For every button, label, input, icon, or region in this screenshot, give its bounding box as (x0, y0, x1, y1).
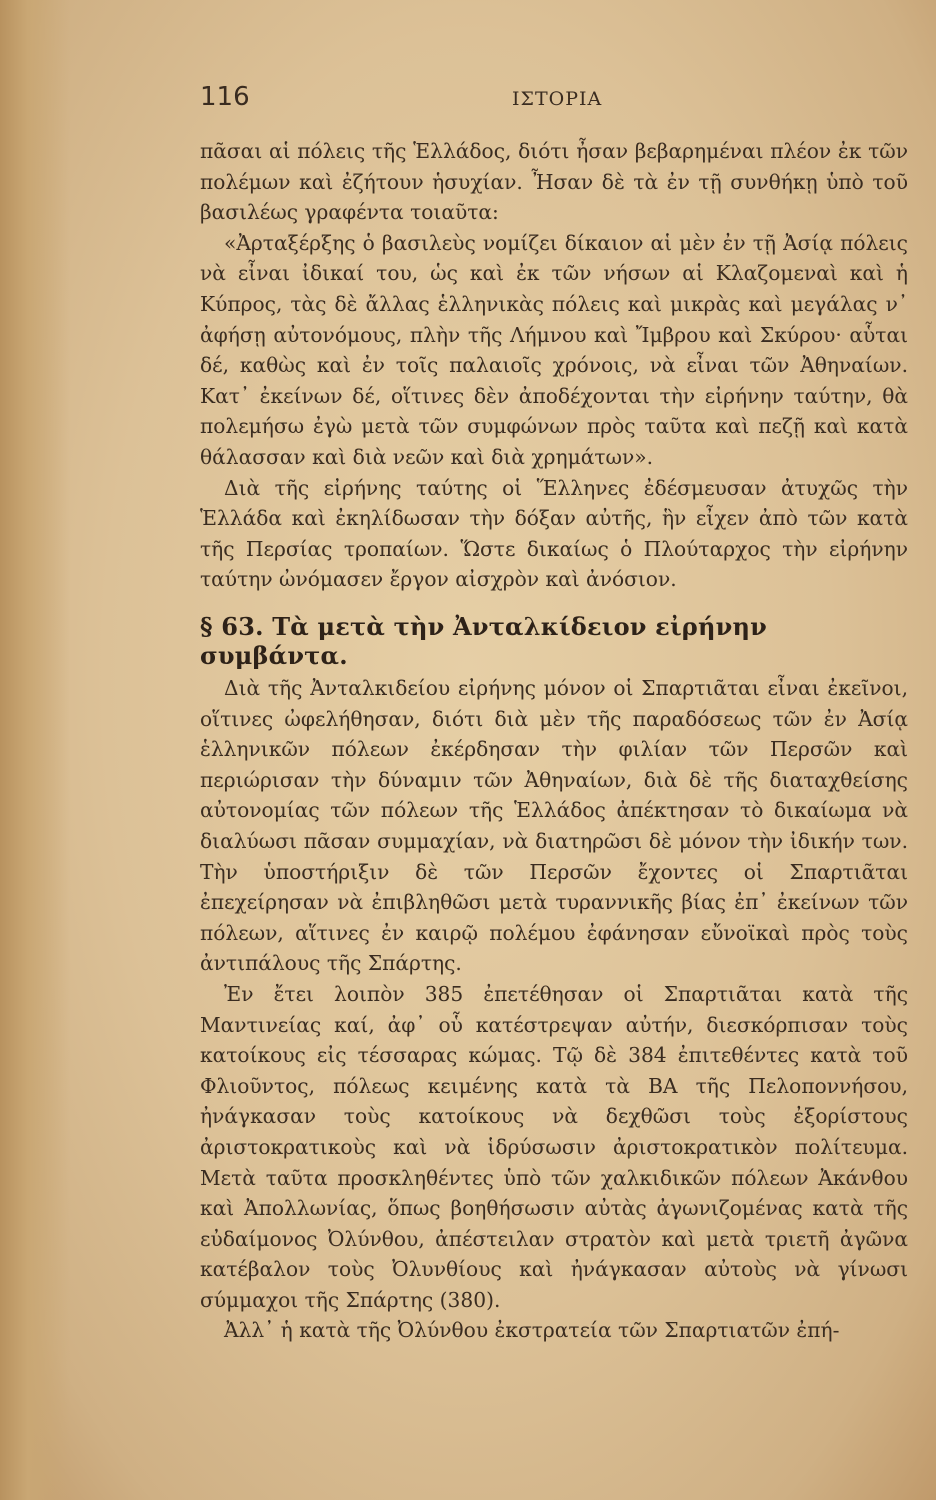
text-block-bottom (200, 673, 908, 1346)
page-shadow-edge (0, 0, 70, 1500)
paragraph: Διὰ τῆς εἰρήνης ταύτης οἱ Ἕλληνες ἐδέσμευσαν ἀτυχῶς τὴν Ἑλλάδα καὶ ἐκηλίδωσαν τὴν δόξαν αὐτῆς, ἣν εἶχεν ἀπὸ τῶν κατὰ τῆς Περσίας τροπαίων. Ὥστε δικαίως ὁ Πλούταρχος τὴν εἰρήνην ταύτην ὠνόμασεν ἔργον αἰσχρὸν καὶ ἀνόσιον. (200, 475, 908, 592)
paragraph: Ἀλλ᾽ ἡ κατὰ τῆς Ὀλύνθου ἐκστρατεία τῶν Σπαρτιατῶν ἐπή- (224, 1318, 840, 1343)
page-number: 116 (200, 82, 250, 112)
section-heading: § 63. Τὰ μετὰ τὴν Ἀνταλκίδειον εἰρήνην συμβάντα. (200, 612, 767, 670)
paragraph: Ἐν ἔτει λοιπὸν 385 ἐπετέθησαν οἱ Σπαρτιᾶται κατὰ τῆς Μαντινείας καί, ἀφ᾽ οὗ κατέστρεψαν αὐτήν, διεσκόρπισαν τοὺς κατοίκους εἰς τέσσαρας κώμας. Τῷ δὲ 384 ἐπιτεθέντες κατὰ τοῦ Φλιοῦντος, πόλεως κειμένης κατὰ τὰ ΒΑ τῆς Πελοποννήσου, ἠνάγκασαν τοὺς κατοίκους νὰ δεχθῶσι τοὺς ἐξορίστους ἀριστοκρατικοὺς καὶ νὰ ἱδρύσωσιν ἀριστοκρατικὸν πολίτευμα. Μετὰ ταῦτα προσκληθέντες ὑπὸ τῶν χαλκιδικῶν πόλεων Ἀκάνθου καὶ Ἀπολλωνίας, ὅπως βοηθήσωσιν αὐτὰς ἀγωνιζομένας κατὰ τῆς εὐδαίμονος Ὀλύνθου, ἀπέστειλαν στρατὸν καὶ μετὰ τριετῆ ἀγῶνα κατέβαλον τοὺς Ὀλυνθίους καὶ ἠνάγκασαν αὐτοὺς νὰ γίνωσι σύμμαχοι τῆς Σπάρτης (380). (200, 981, 908, 1312)
text-block-top (200, 136, 908, 595)
running-title: ΙΣΤΟΡΙΑ (512, 88, 603, 110)
paragraph: Διὰ τῆς Ἀνταλκιδείου εἰρήνης μόνον οἱ Σπαρτιᾶται εἶναι ἐκεῖνοι, οἵτινες ὠφελήθησαν, διότι διὰ μὲν τῆς παραδόσεως τῶν ἐν Ἀσίᾳ ἑλληνικῶν πόλεων ἐκέρδησαν τὴν φιλίαν τῶν Περσῶν καὶ περιώρισαν τὴν δύναμιν τῶν Ἀθηναίων, διὰ δὲ τῆς διαταχθείσης αὐτονομίας τῶν πόλεων τῆς Ἑλλάδος ἀπέκτησαν τὸ δικαίωμα νὰ διαλύωσι πᾶσαν συμμαχίαν, νὰ διατηρῶσι δὲ μόνον τὴν ἰδικήν των. Τὴν ὑποστήριξιν δὲ τῶν Περσῶν ἔχοντες οἱ Σπαρτιᾶται ἐπεχείρησαν νὰ ἐπιβληθῶσι μετὰ τυραννικῆς βίας ἐπ᾽ ἐκείνων τῶν πόλεων, αἵτινες ἐν καιρῷ πολέμου ἐφάνησαν εὔνοϊκαὶ πρὸς τοὺς ἀντιπάλους τῆς Σπάρτης. (200, 676, 908, 976)
paragraph: πᾶσαι αἱ πόλεις τῆς Ἑλλάδος, διότι ἦσαν βεβαρημέναι πλέον ἐκ τῶν πολέμων καὶ ἐζήτουν ἡσυχίαν. Ἦσαν δὲ τὰ ἐν τῇ συνθήκῃ ὑπὸ τοῦ βασιλέως γραφέντα τοιαῦτα: (200, 139, 908, 225)
quoted-treaty-paragraph: «Ἀρταξέρξης ὁ βασιλεὺς νομίζει δίκαιον αἱ μὲν ἐν τῇ Ἀσίᾳ πόλεις νὰ εἶναι ἰδικαί του, ὡς καὶ ἐκ τῶν νήσων αἱ Κλαζομεναὶ καὶ ἡ Κύπρος, τὰς δὲ ἄλλας ἑλληνικὰς πόλεις καὶ μικρὰς καὶ μεγάλας ν᾽ ἀφήσῃ αὐτονόμους, πλὴν τῆς Λήμνου καὶ Ἴμβρου καὶ Σκύρου· αὗται δέ, καθὼς καὶ ἐν τοῖς παλαιοῖς χρόνοις, νὰ εἶναι τῶν Ἀθηναίων. Κατ᾽ ἐκείνων δέ, οἵτινες δὲν ἀποδέχονται τὴν εἰρήνην ταύτην, θὰ πολεμήσω ἐγὼ μετὰ τῶν συμφώνων πρὸς ταῦτα καὶ πεζῇ καὶ κατὰ θάλασσαν καὶ διὰ νεῶν καὶ διὰ χρημάτων». (200, 230, 908, 469)
page-header (200, 82, 908, 122)
